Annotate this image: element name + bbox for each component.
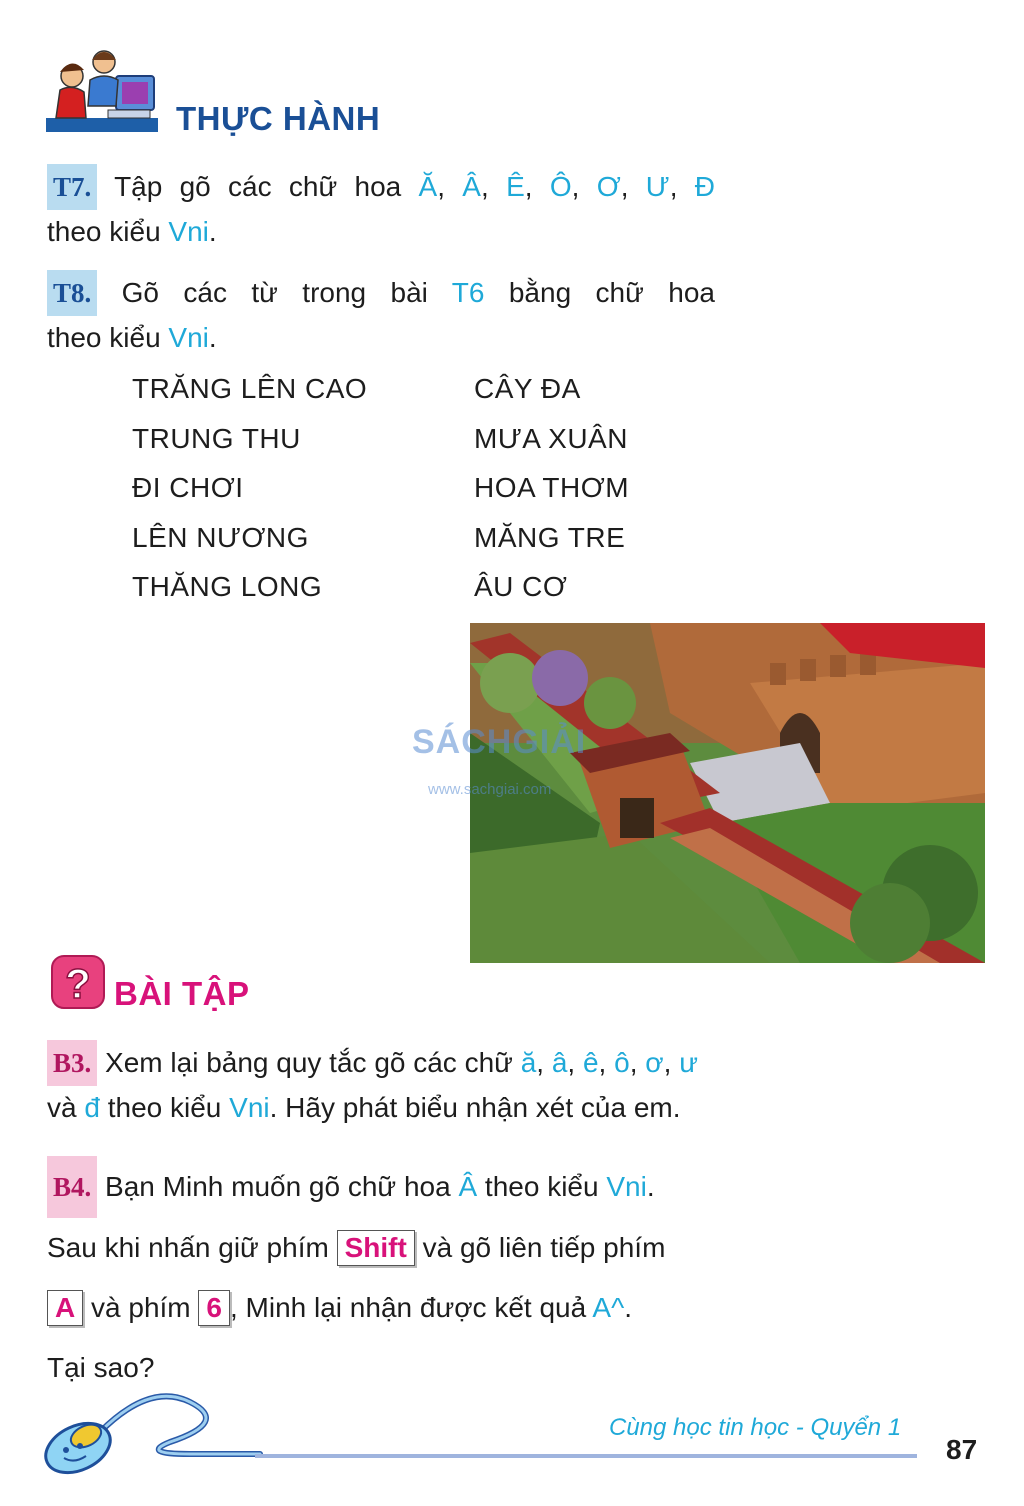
task-t8 bbox=[47, 270, 715, 360]
exercise-b3-line1: B3. Xem lại bảng quy tắc gõ các chữ ă, â, ê, ô, ơ, ư bbox=[47, 1040, 715, 1086]
exercise-b3-rest: . Hãy phát biểu nhận xét của em. bbox=[269, 1092, 681, 1123]
task-t7-end: . bbox=[208, 216, 217, 247]
letter-item: ô bbox=[614, 1047, 630, 1078]
letter-o-circumflex: Ô bbox=[549, 171, 572, 202]
exercise-b4-line2-rest: và gõ liên tiếp phím bbox=[422, 1232, 666, 1263]
exercise-b4-mid: theo kiểu bbox=[484, 1171, 599, 1202]
exercise-b3-and: và bbox=[47, 1092, 77, 1123]
letter-u-horn: Ư bbox=[645, 171, 670, 202]
exercise-b4-end: . bbox=[646, 1171, 655, 1202]
typing-mode: Vni bbox=[168, 322, 209, 353]
word-item: MĂNG TRE bbox=[474, 521, 626, 553]
task-t7-line1: T7. Tập gõ các chữ hoa Ă, Â, Ê, Ô, Ơ, Ư, Đ bbox=[47, 164, 715, 210]
letter-item: ư bbox=[679, 1047, 698, 1078]
watermark: SÁCHGIẢI bbox=[412, 723, 587, 761]
exercise-b3 bbox=[47, 1040, 715, 1130]
letter-item: đ bbox=[84, 1092, 100, 1123]
exercise-b4-question: Tại sao? bbox=[47, 1352, 155, 1383]
exercise-b4-line2 bbox=[47, 1218, 715, 1278]
task-t8-end: . bbox=[208, 322, 217, 353]
exercise-b3-text: Xem lại bảng quy tắc gõ các chữ bbox=[105, 1047, 513, 1078]
word-item: HOA THƠM bbox=[474, 472, 630, 503]
letter-item: ơ bbox=[645, 1047, 664, 1078]
task-t8-line1 bbox=[47, 270, 715, 316]
task-ref-t6: T6 bbox=[451, 277, 485, 308]
exercise-b4-tag: B4. bbox=[47, 1156, 97, 1218]
footer-line bbox=[255, 1454, 917, 1458]
typing-mode: Vni bbox=[229, 1092, 270, 1123]
question-icon bbox=[50, 954, 106, 1010]
word-item: MƯA XUÂN bbox=[474, 422, 628, 454]
exercise-b3-mid: theo kiểu bbox=[107, 1092, 222, 1123]
letter-a-circumflex: Â bbox=[462, 171, 481, 202]
task-t8-word: bằng bbox=[508, 277, 572, 308]
word-list-left bbox=[132, 364, 367, 612]
exercise-b4 bbox=[47, 1156, 715, 1398]
word-item: CÂY ĐA bbox=[474, 373, 581, 404]
exercise-b4-text: Bạn Minh muốn gõ chữ hoa bbox=[105, 1171, 451, 1202]
exercise-b4-line3-mid: và phím bbox=[91, 1292, 191, 1323]
practice-icon bbox=[46, 46, 160, 134]
word-item: TRĂNG LÊN CAO bbox=[132, 373, 368, 404]
word-list-right bbox=[474, 364, 629, 612]
task-t8-line2-text: theo kiểu bbox=[47, 322, 161, 353]
task-t7-text: Tập gõ các chữ hoa bbox=[114, 171, 402, 202]
exercise-b4-line2-text: Sau khi nhấn giữ phím bbox=[47, 1232, 329, 1263]
task-t8-word: chữ bbox=[595, 277, 644, 308]
svg-text:?: ? bbox=[65, 960, 91, 1007]
watermark-url: www.sachgiai.com bbox=[428, 781, 552, 798]
exercise-b4-line3-rest: , Minh lại nhận được kết quả bbox=[229, 1292, 587, 1323]
task-t8-word: hoa bbox=[668, 277, 715, 308]
task-t7-line2 bbox=[47, 210, 715, 254]
typing-mode: Vni bbox=[606, 1171, 647, 1202]
a-key: A bbox=[47, 1290, 83, 1326]
task-t8-word: Gõ bbox=[121, 277, 160, 308]
letter-e-circumflex: Ê bbox=[506, 171, 525, 202]
letter-o-horn: Ơ bbox=[596, 171, 621, 202]
word-item: ÂU CƠ bbox=[474, 571, 568, 602]
letter-d-stroke: Đ bbox=[694, 171, 716, 202]
task-t8-word: bài bbox=[390, 277, 428, 308]
mouse-icon bbox=[40, 1392, 260, 1482]
exercise-b4-line1 bbox=[47, 1156, 715, 1218]
citadel-illustration bbox=[412, 623, 985, 963]
task-t7-tag: T7. bbox=[47, 164, 97, 210]
task-t8-line2 bbox=[47, 316, 715, 360]
shift-key: Shift bbox=[337, 1230, 415, 1266]
word-item: THĂNG LONG bbox=[132, 571, 323, 602]
result-text: A^ bbox=[592, 1292, 625, 1323]
page-number: 87 bbox=[946, 1434, 978, 1465]
task-t7 bbox=[47, 164, 715, 254]
task-t8-word: các bbox=[183, 277, 227, 308]
footer-book-title: Cùng học tin học - Quyển 1 bbox=[609, 1414, 902, 1441]
exercise-b4-line3: A và phím 6 , Minh lại nhận được kết quả A^. bbox=[47, 1278, 715, 1338]
letter-item: â bbox=[551, 1047, 568, 1078]
task-t8-tag: T8. bbox=[47, 270, 97, 316]
task-t7-line2-text: theo kiểu bbox=[47, 216, 161, 247]
exercise-b3-tag: B3. bbox=[47, 1040, 97, 1086]
six-key: 6 bbox=[198, 1290, 230, 1326]
letter-a-breve: Ă bbox=[418, 171, 438, 202]
target-letter: Â bbox=[458, 1171, 478, 1202]
exercises-title: BÀI TẬP bbox=[114, 975, 250, 1012]
practice-title: THỰC HÀNH bbox=[176, 100, 381, 137]
task-t8-word: từ bbox=[251, 277, 278, 308]
word-item: LÊN NƯƠNG bbox=[132, 521, 309, 553]
letter-item: ê bbox=[582, 1047, 599, 1078]
task-t8-word: trong bbox=[302, 277, 367, 308]
word-item: ĐI CHƠI bbox=[132, 472, 244, 503]
typing-mode: Vni bbox=[168, 216, 209, 247]
word-item: TRUNG THU bbox=[132, 422, 301, 454]
exercise-b3-line2 bbox=[47, 1086, 715, 1130]
letter-item: ă bbox=[520, 1047, 537, 1078]
